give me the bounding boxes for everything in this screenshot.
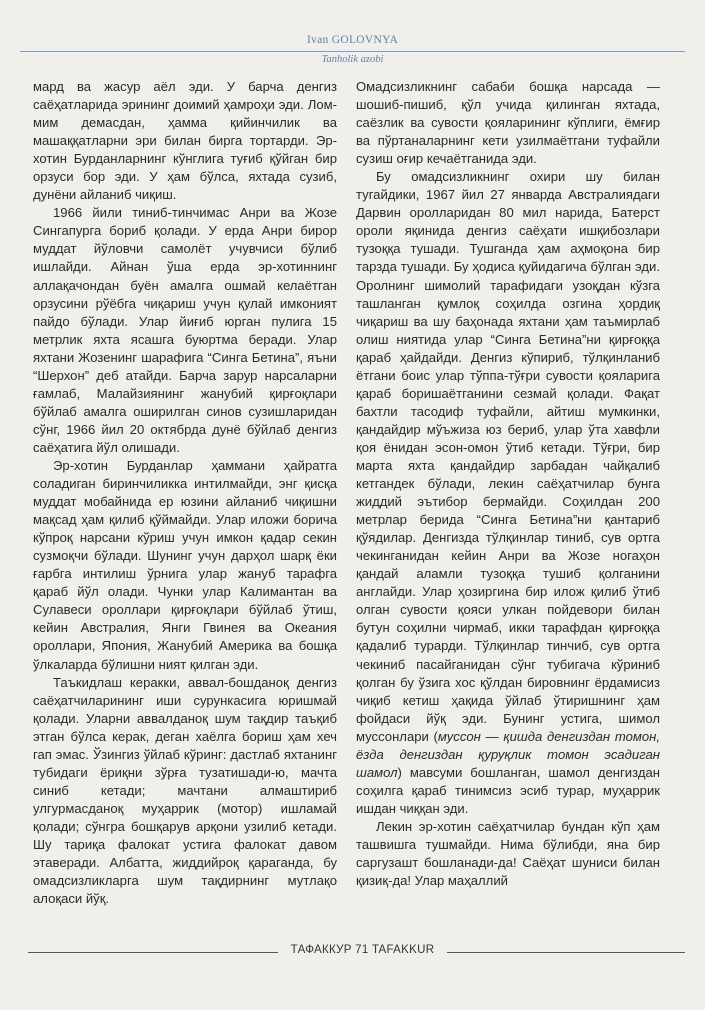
- page-footer: [20, 944, 685, 960]
- paragraph: [356, 168, 660, 818]
- paragraph: Эр-хотин Бурданлар ҳаммани ҳайратга соладиган биринчиликка интилмайди, энг қисқа муддат мобайнида ер юзини айланиб чиқишни мақсад ҳам қилиб қўймайди. Улар иложи борича кўпроқ нарсани кўриш учун имкон қадар секин сузмоқчи бўлади. Шунинг учун дарҳол шарқ ёки ғарбга интилиш ўрнига улар жануб тарафга қараб йўл олади. Чунки улар Калимантан ва Сулавеси ороллари қирғоқлари бўйлаб ўтиш, кейин Австралия, Янги Гвинея ва Океания ороллари, Япония, Жанубий Америка ва бошқа ўлкаларда бўлишни ният қилган эди.: [33, 457, 337, 672]
- paragraph-text: Бу омадсизликнинг охири шу билан тугайдики, 1967 йил 27 январда Австралиядаги Дарвин оролларидан 80 мил нарида, Батерст ороли яқинида денгиз саёҳати ишқибозлари тузоққа тушади. Тушганда ҳам аҳмоқона бир тарзда тушади. Бу ҳодиса қуйидагича бўлган эди. Оролнинг шимолий тарафидаги узоқдан кўзга ташланган қумлоқ соҳилда озгина ҳордиқ чиқариш ва шу баҳонада яхтани ҳам таъмирлаб олиш ниятида улар “Синга Бетина”ни қирғоққа қараб ҳайдайди. Денгиз кўпириб, тўлқинланиб ётгани боис улар тўппа-тўғри сувости қояларига қараб боришаётганини сезмай қолади. Фақат бахтли тасодиф туфайли, айтиш мумкинки, қандайдир мўъжиза юз бериб, улар ўта хавфли қоя ёнидан эсон-омон ўтиб кетади. Тўғри, бир марта яхта қандайдир зарбадан чайқалиб кетгандек бўлади, лекин саёҳатчилар бунга жиддий эътибор бермайди. Соҳилдан 200 метрлар берида “Синга Бетина”ни қантариб қўядилар. Денгизда тўлқинлар тиниб, сув ортга чекинганидан кейин Анри ва Жозе ногаҳон қандай аламли тузоққа тушиб қолганини англайди. Улар ҳозиргина бир илож қилиб ўтиб олган сувости қояси улкан пойдевори билан бутун соҳилни чирмаб, икки тарафдан қирғоққа қадалиб турарди. Тўлқинлар тинчиб, сув ортга чекиниб пасайганидан сўнг тубигача кўриниб қолган бу ўзига хос қўлдан бировнинг ёрдамисиз чиқиб кетиш ҳақида ўйлаб ўтиришнинг ҳам фойдаси йўқ эди. Бунинг устига, шимол муссонлари (: [356, 169, 660, 744]
- paragraph: Таъкидлаш керакки, аввал-бошданоқ денгиз саёҳатчиларининг иши сурункасига юришмай қолади. Уларни аввалданоқ шум тақдир таъқиб этган бўлса керак, деган хаёлга бориш ҳам хеч гап эмас. Ўзингиз ўйлаб кўринг: дастлаб яхтанинг тубидаги ёриқни зўрға тузатишади-ю, мачта синиб кетади; мачтани алмаштириб улгурмасданоқ муҳаррик (мотор) ишламай қолади; сўнгра бошқарув арқони узилиб кетади. Шу тариқа фалокат устига фалокат давом этаверади. Албатта, жиддийроқ қараганда, бу омадсизликларга шум тақдирнинг мутлақо алоқаси йўқ.: [33, 674, 337, 907]
- header-rule: [20, 51, 685, 52]
- paragraph: Лекин эр-хотин саёҳатчилар бундан кўп ҳам ташвишга тушмайди. Нима бўлибди, яна бир саргузашт бошланади-да! Саёҳат шуниси билан қизиқ-да! Улар маҳаллий: [356, 818, 660, 889]
- article-body: [33, 78, 673, 933]
- author-name: Ivan GOLOVNYA: [306, 34, 399, 46]
- footer-rule-right: [447, 952, 685, 953]
- right-column: [356, 78, 660, 933]
- article-subtitle: Tanholik azobi: [321, 54, 384, 65]
- italic-definition: муссон — қишда денгиздан томон, ёзда денгиздан қуруқлик томон эсадиган шамол: [356, 728, 660, 780]
- paragraph: 1966 йили тиниб-тинчимас Анри ва Жозе Сингапурга бориб қолади. У ерда Анри бирор муддат йўловчи самолёт учувчиси бўлиб ишлайди. Айнан ўша ерда эр-хотиннинг аллақачондан буён амалга ошмай келаётган орзусини рўёбга чиқариш учун қулай имконият пайдо бўлади. Улар йиғиб юрган пулига 15 метрлик яхта ясашга буюртма беради. Улар яхтани Жозенинг шарафига “Синга Бетина”, яъни “Шерхон” деб атайди. Барча зарур нарсаларни ғамлаб, Малайзиянинг жанубий қирғоқлари бўйлаб амалга оширилган синов сузишларидан сўнг, 1966 йил 20 октябрда дунё бўйлаб денгиз саёҳатига йўл олишади.: [33, 205, 337, 455]
- footer-rule-left: [28, 952, 278, 953]
- footer-page-number: ТАФАККУР 71 TAFAKKUR: [290, 944, 435, 956]
- paragraph: мард ва жасур аёл эди. У барча денгиз саёҳатларида эрининг доимий ҳамроҳи эди. Лом-мим демасдан, ҳамма қийинчилик ва машаққатларни эри билан бирга тортарди. Эр-хотин Бурданларнинг кўнглига туғиб қўйган бир орзуси бор эди. У ҳам бўлса, яхтада сузиб, дунёни айланиб чиқиш.: [33, 79, 337, 203]
- paragraph-text: ) мавсуми бошланган, шамол денгиздан соҳилга қараб тинимсиз эсиб турар, муҳаррик ишдан чиққан эди.: [356, 764, 660, 816]
- paragraph: Омадсизликнинг сабаби бошқа нарсада — шошиб-пишиб, қўл учида қилинган яхтада, саёзлик ва сувости қояларининг кўплиги, ёмғир ва пўртаналарнинг кети узилмаётгани туфайли сузиш оғир кечаётганида эди.: [356, 79, 660, 167]
- page-header: [20, 34, 685, 70]
- left-column: [33, 78, 337, 933]
